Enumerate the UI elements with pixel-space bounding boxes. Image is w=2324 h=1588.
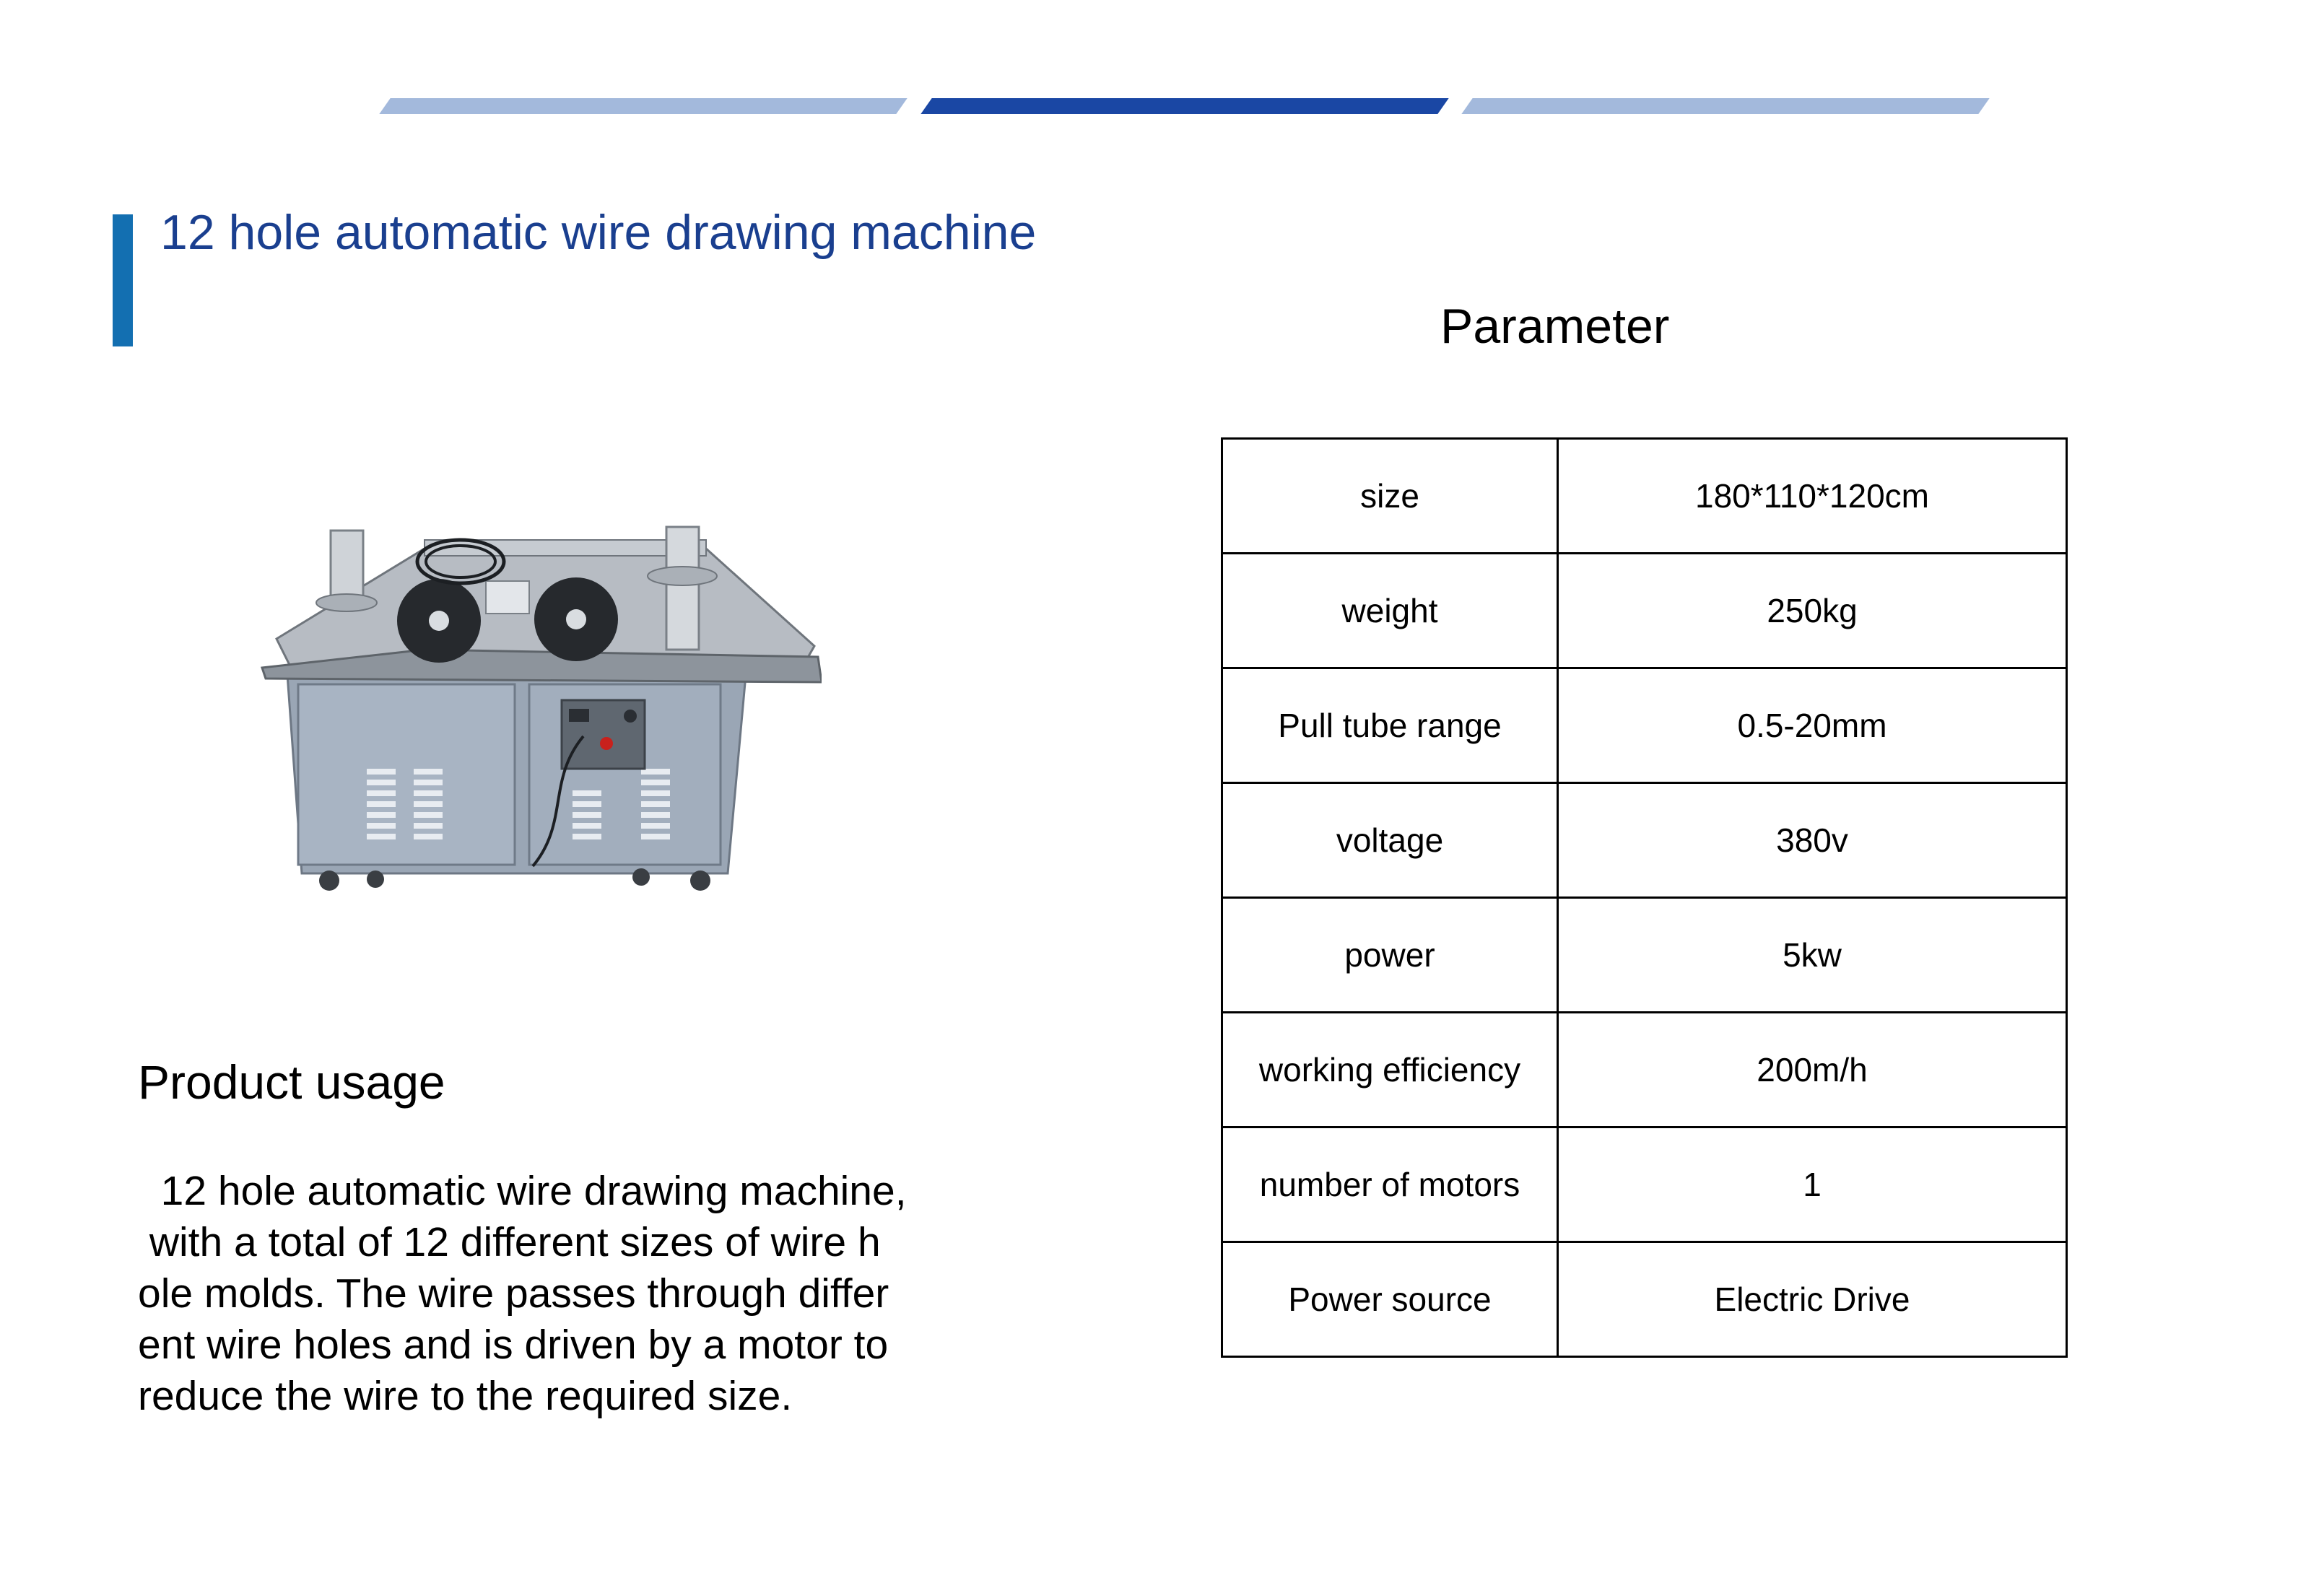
parameter-label: power — [1222, 898, 1558, 1013]
header-stripe-center — [921, 98, 1448, 114]
usage-line: ole molds. The wire passes through differ — [138, 1270, 889, 1317]
table-row — [1222, 783, 2067, 898]
table-row — [1222, 554, 2067, 668]
table-row — [1222, 1013, 2067, 1127]
parameter-label: working efficiency — [1222, 1013, 1558, 1127]
usage-line: reduce the wire to the required size. — [138, 1373, 793, 1419]
header-stripe-left — [379, 98, 907, 114]
table-row — [1222, 898, 2067, 1013]
usage-line: ent wire holes and is driven by a motor to — [138, 1322, 889, 1368]
table-row — [1222, 668, 2067, 783]
machine-photo — [208, 520, 822, 902]
parameter-value: 200m/h — [1558, 1013, 2067, 1127]
parameter-label: weight — [1222, 554, 1558, 668]
header-stripe-right — [1461, 98, 1989, 114]
parameter-table — [1221, 437, 2068, 1358]
title-accent-bar — [113, 214, 133, 346]
parameter-label: Power source — [1222, 1242, 1558, 1357]
parameter-label: voltage — [1222, 783, 1558, 898]
usage-heading: Product usage — [138, 1055, 445, 1109]
parameter-value: 250kg — [1558, 554, 2067, 668]
parameter-value: 5kw — [1558, 898, 2067, 1013]
parameter-value: 0.5-20mm — [1558, 668, 2067, 783]
parameter-value: 180*110*120cm — [1558, 439, 2067, 554]
table-row — [1222, 1127, 2067, 1242]
usage-line: with a total of 12 different sizes of wire h — [138, 1219, 881, 1265]
parameter-heading: Parameter — [1440, 299, 1670, 354]
parameter-label: number of motors — [1222, 1127, 1558, 1242]
parameter-value: 1 — [1558, 1127, 2067, 1242]
page-title: 12 hole automatic wire drawing machine — [160, 205, 1037, 260]
parameter-value: Electric Drive — [1558, 1242, 2067, 1357]
parameter-value: 380v — [1558, 783, 2067, 898]
usage-line: 12 hole automatic wire drawing machine, — [138, 1168, 907, 1214]
table-row — [1222, 439, 2067, 554]
usage-description — [138, 1166, 907, 1422]
table-row — [1222, 1242, 2067, 1357]
parameter-label: size — [1222, 439, 1558, 554]
parameter-label: Pull tube range — [1222, 668, 1558, 783]
